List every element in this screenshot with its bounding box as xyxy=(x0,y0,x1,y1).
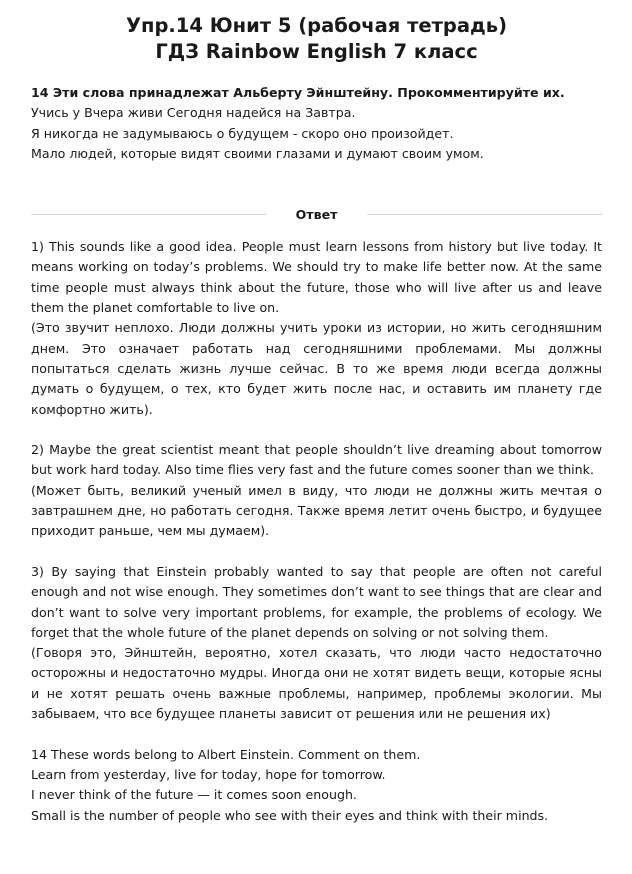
title-line-1: Упр.14 Юнит 5 (рабочая тетрадь) xyxy=(125,14,508,37)
answer-divider xyxy=(31,204,602,224)
answer-label: Ответ xyxy=(295,206,338,222)
original-task-block xyxy=(31,745,602,826)
divider-line-left xyxy=(31,214,266,215)
answer-3-ru: (Говоря это, Эйнштейн, вероятно, хотел сказать, что люди часто недостаточно осторожны и недостаточно мудры. Иногда они не хотят видеть вещи, которые ясны и не хотят решать очень важные проблемы, например, проблемы экологии. Мы забываем, что все будущее планеты зависит от решения или не решения их) xyxy=(31,645,602,722)
task-heading: 14 Эти слова принадлежат Альберту Эйнштейну. Прокомментируйте их. xyxy=(31,85,565,100)
answer-block xyxy=(31,237,602,724)
title-line-2: ГДЗ Rainbow English 7 класс xyxy=(155,40,478,63)
task-block xyxy=(31,83,602,164)
task-quote-3: Мало людей, которые видят своими глазами и думают своим умом. xyxy=(31,145,484,161)
task-quote-1: Учись у Вчера живи Сегодня надейся на Завтра. xyxy=(31,105,356,121)
original-heading: 14 These words belong to Albert Einstein. Comment on them. xyxy=(31,746,421,762)
divider-line-right xyxy=(367,214,602,215)
task-quote-2: Я никогда не задумываюсь о будущем - скоро оно произойдет. xyxy=(31,125,454,141)
answer-1-ru: (Это звучит неплохо. Люди должны учить уроки из истории, но жить сегодняшним днем. Это означает работать над сегодняшними проблемами. Мы должны попытаться сделать жизнь лучше сейчас. В то же время люди всегда должны думать о будущем, о тех, кто будет жить после нас, и оставить им планету где комфортно жить). xyxy=(31,320,602,417)
answer-2-ru: (Может быть, великий ученый имел в виду, что люди не должны жить мечтая о завтрашнем дне, но работать сегодня. Также время летит очень быстро, и будущее приходит раньше, чем мы думаем). xyxy=(31,482,602,539)
answer-3-en: 3) By saying that Einstein probably wanted to say that people are often not careful enough and not wise enough. They sometimes don’t want to see things that are clear and don’t want to solve very important problems, for example, the problems of ecology. We forget that the whole future of the planet depends on solving or not solving them. xyxy=(31,563,602,640)
answer-1-en: 1) This sounds like a good idea. People must learn lessons from history but live today. It means working on today’s problems. We should try to make life better now. At the same time people must always think about the future, those who will live after us and leave them the planet comfortable to live on. xyxy=(31,239,602,316)
answer-2-en: 2) Maybe the great scientist meant that people shouldn’t live dreaming about tomorrow but work hard today. Also time flies very fast and the future comes sooner than we think. xyxy=(31,442,602,478)
original-quote-3: Small is the number of people who see with their eyes and think with their minds. xyxy=(31,807,549,823)
original-quote-1: Learn from yesterday, live for today, hope for tomorrow. xyxy=(31,766,386,782)
original-quote-2: I never think of the future — it comes soon enough. xyxy=(31,787,357,803)
page-title xyxy=(31,0,602,65)
